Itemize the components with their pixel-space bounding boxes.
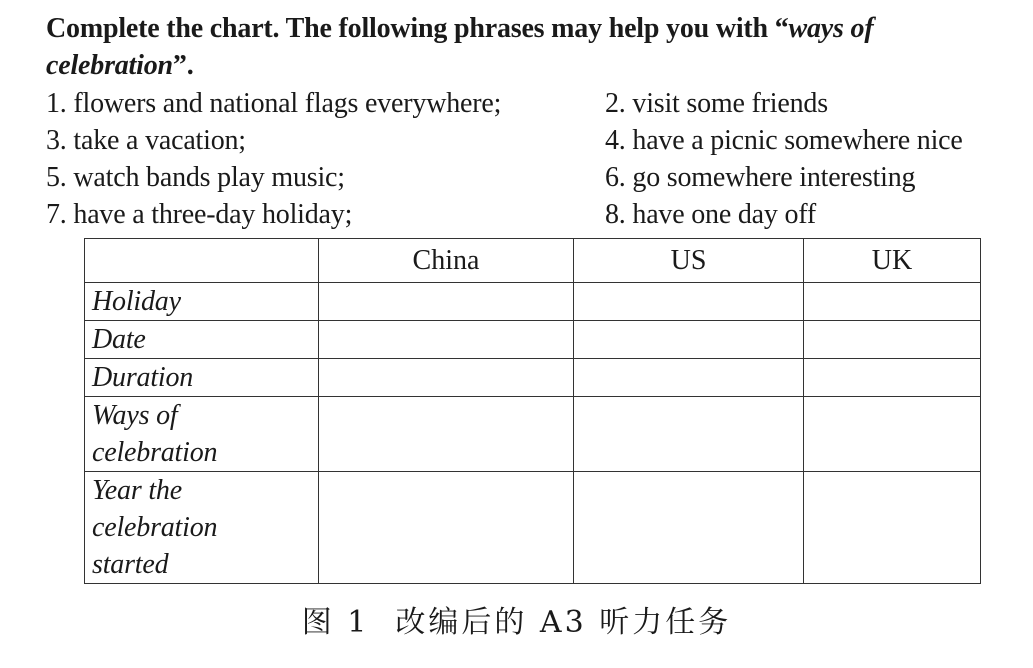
header-cell-us: US — [574, 239, 804, 283]
table-row-year-started — [85, 472, 981, 584]
instruction-text — [46, 10, 1006, 84]
cell-date-china[interactable] — [319, 321, 574, 359]
header-cell-uk: UK — [804, 239, 981, 283]
row-label-line: started — [92, 549, 169, 580]
cell-ways-us[interactable] — [574, 397, 804, 472]
cell-holiday-us[interactable] — [574, 283, 804, 321]
cell-date-us[interactable] — [574, 321, 804, 359]
table-row-date — [85, 321, 981, 359]
row-label-line: celebration — [92, 437, 218, 468]
table-row-duration — [85, 359, 981, 397]
table-row-holiday — [85, 283, 981, 321]
table-row-ways-of-celebration — [85, 397, 981, 472]
phrase-3: 3. take a vacation; — [46, 125, 246, 156]
row-label-year-started — [85, 472, 319, 584]
row-label-line: Year the — [92, 475, 182, 506]
cell-year-china[interactable] — [319, 472, 574, 584]
row-label-line: Ways of — [92, 400, 178, 431]
cell-duration-china[interactable] — [319, 359, 574, 397]
celebration-chart-table — [84, 238, 981, 584]
cell-ways-uk[interactable] — [804, 397, 981, 472]
row-label-ways-of-celebration — [85, 397, 319, 472]
row-label-holiday: Holiday — [85, 283, 319, 321]
cell-duration-us[interactable] — [574, 359, 804, 397]
phrase-4: 4. have a picnic somewhere nice — [605, 125, 963, 156]
figure-number: 图 1 — [301, 605, 370, 640]
phrase-5: 5. watch bands play music; — [46, 162, 345, 193]
row-label-duration: Duration — [85, 359, 319, 397]
instruction-emphasis-celebration: celebration — [46, 50, 173, 81]
figure-caption — [0, 603, 1033, 643]
phrase-6: 6. go somewhere interesting — [605, 162, 916, 193]
cell-date-uk[interactable] — [804, 321, 981, 359]
cell-year-uk[interactable] — [804, 472, 981, 584]
instruction-lead: Complete the chart. The following phrases may help you with “ — [46, 13, 789, 44]
cell-holiday-china[interactable] — [319, 283, 574, 321]
phrase-2: 2. visit some friends — [605, 88, 828, 119]
header-cell-blank — [85, 239, 319, 283]
row-label-date: Date — [85, 321, 319, 359]
cell-duration-uk[interactable] — [804, 359, 981, 397]
cell-holiday-uk[interactable] — [804, 283, 981, 321]
table-header-row — [85, 239, 981, 283]
figure-caption-text: 改编后的 A3 听力任务 — [395, 605, 732, 640]
phrase-1: 1. flowers and national flags everywhere; — [46, 88, 502, 119]
header-cell-china: China — [319, 239, 574, 283]
phrase-8: 8. have one day off — [605, 199, 817, 230]
phrase-7: 7. have a three-day holiday; — [46, 199, 353, 230]
cell-year-us[interactable] — [574, 472, 804, 584]
row-label-line: celebration — [92, 512, 218, 543]
instruction-tail: ”. — [172, 50, 194, 81]
instruction-emphasis-ways-of: ways of — [788, 13, 874, 44]
cell-ways-china[interactable] — [319, 397, 574, 472]
